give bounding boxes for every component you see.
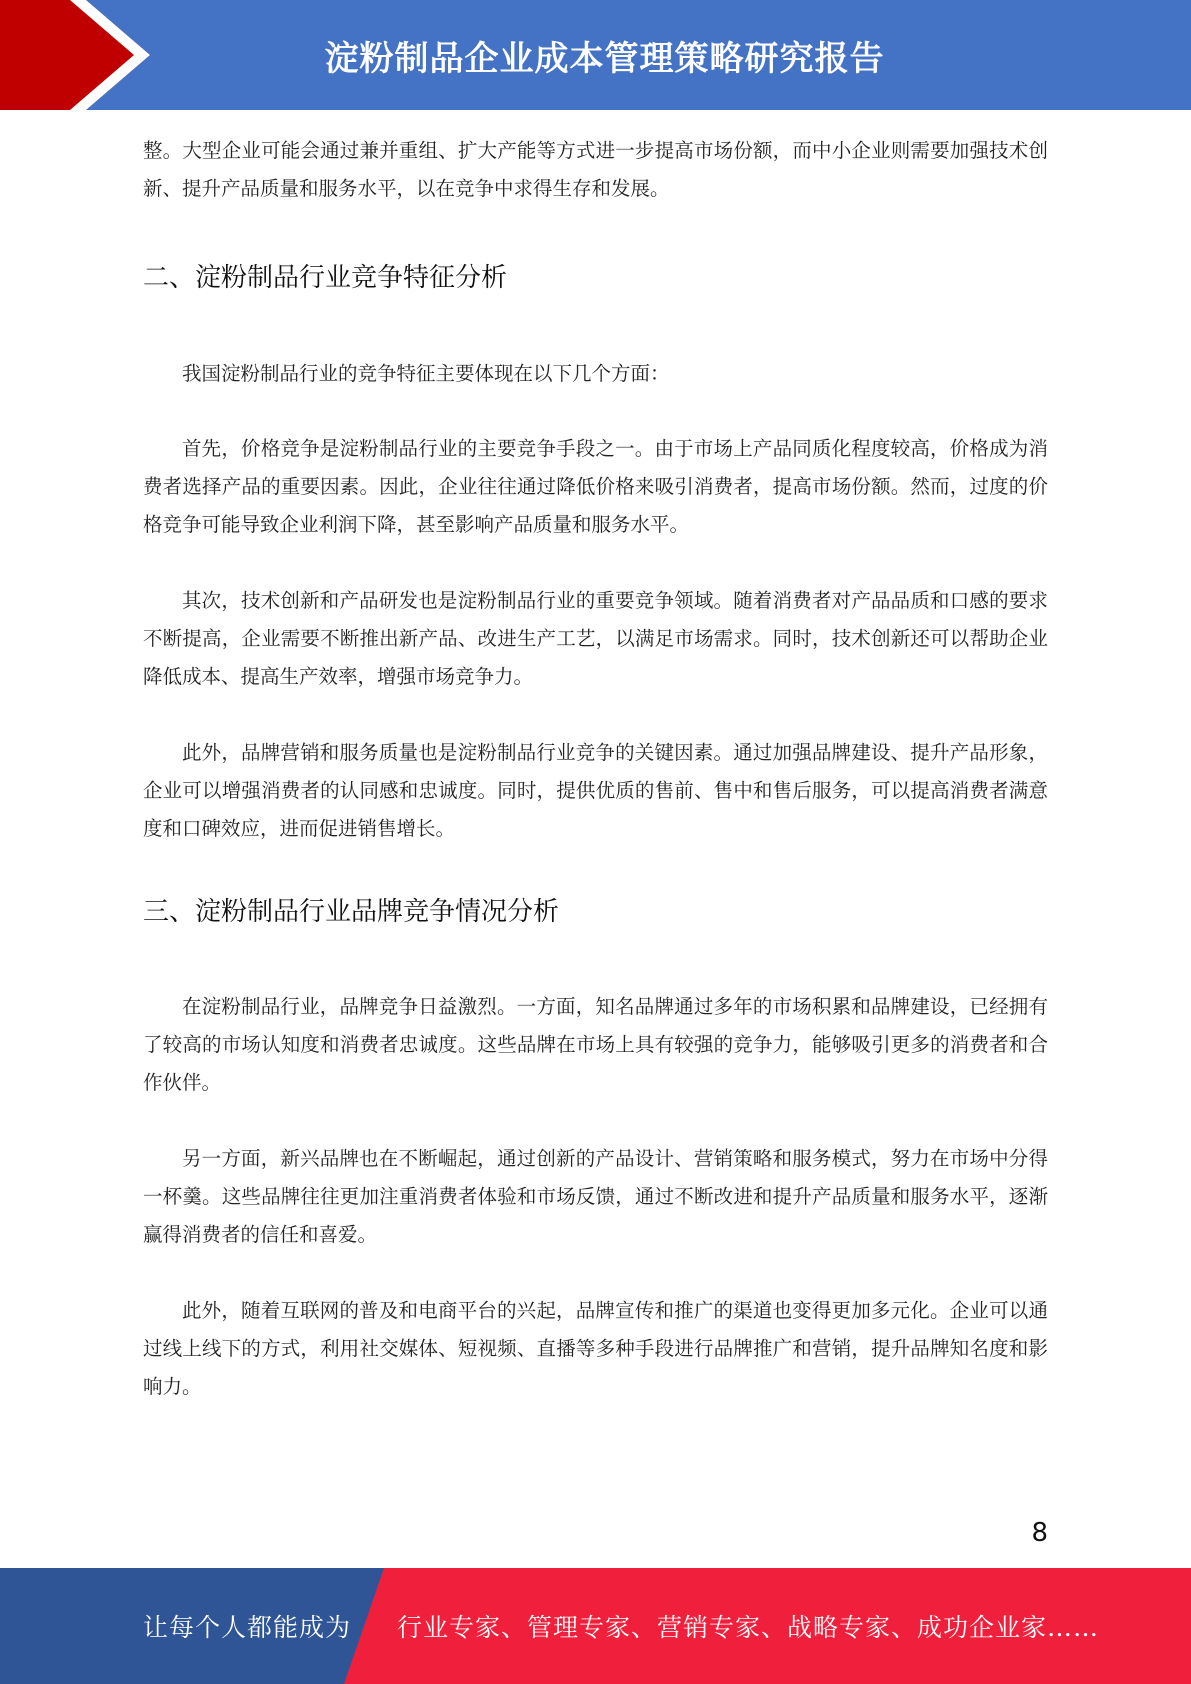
- page-footer: [0, 1568, 1191, 1684]
- paragraph: 首先，价格竞争是淀粉制品行业的主要竞争手段之一。由于市场上产品同质化程度较高，价格成为消费者选择产品的重要因素。因此，企业往往通过降低价格来吸引消费者，提高市场份额。然而，过度的价格竞争可能导致企业利润下降，甚至影响产品质量和服务水平。: [143, 437, 1048, 536]
- document-title: 淀粉制品企业成本管理策略研究报告: [324, 38, 885, 79]
- paragraph: 其次，技术创新和产品研发也是淀粉制品行业的重要竞争领域。随着消费者对产品品质和口感的要求不断提高，企业需要不断推出新产品、改进生产工艺，以满足市场需求。同时，技术创新还可以帮助企业降低成本、提高生产效率，增强市场竞争力。: [143, 589, 1048, 688]
- intro-paragraph: 整。大型企业可能会通过兼并重组、扩大产能等方式进一步提高市场份额，而中小企业则需要加强技术创新、提升产品质量和服务水平，以在竞争中求得生存和发展。: [143, 139, 1048, 200]
- paragraph: 另一方面，新兴品牌也在不断崛起，通过创新的产品设计、营销策略和服务模式，努力在市场中分得一杯羹。这些品牌往往更加注重消费者体验和市场反馈，通过不断改进和提升产品质量和服务水平，逐渐赢得消费者的信任和喜爱。: [143, 1147, 1048, 1246]
- page-content: [143, 132, 1048, 1406]
- footer-slogan-left: 让每个人都能成为: [143, 1613, 352, 1642]
- section-heading-brand-competition: 三、淀粉制品行业品牌竞争情况分析: [143, 897, 560, 927]
- paragraph: 此外，品牌营销和服务质量也是淀粉制品行业竞争的关键因素。通过加强品牌建设、提升产品形象，企业可以增强消费者的认同感和忠诚度。同时，提供优质的售前、售中和售后服务，可以提高消费者满意度和口碑效应，进而促进销售增长。: [143, 741, 1048, 840]
- section-heading-competition-features: 二、淀粉制品行业竞争特征分析: [143, 263, 508, 293]
- footer-slogan-right: 行业专家、管理专家、营销专家、战略专家、成功企业家……: [397, 1613, 1100, 1642]
- paragraph: 我国淀粉制品行业的竞争特征主要体现在以下几个方面：: [182, 362, 670, 385]
- page-number: 8: [1031, 1518, 1048, 1548]
- paragraph: 此外，随着互联网的普及和电商平台的兴起，品牌宣传和推广的渠道也变得更加多元化。企业可以通过线上线下的方式，利用社交媒体、短视频、直播等多种手段进行品牌推广和营销，提升品牌知名度和影响力。: [143, 1299, 1048, 1398]
- paragraph: 在淀粉制品行业，品牌竞争日益激烈。一方面，知名品牌通过多年的市场积累和品牌建设，已经拥有了较高的市场认知度和消费者忠诚度。这些品牌在市场上具有较强的竞争力，能够吸引更多的消费者和合作伙伴。: [143, 995, 1048, 1094]
- page-header: [0, 0, 1191, 110]
